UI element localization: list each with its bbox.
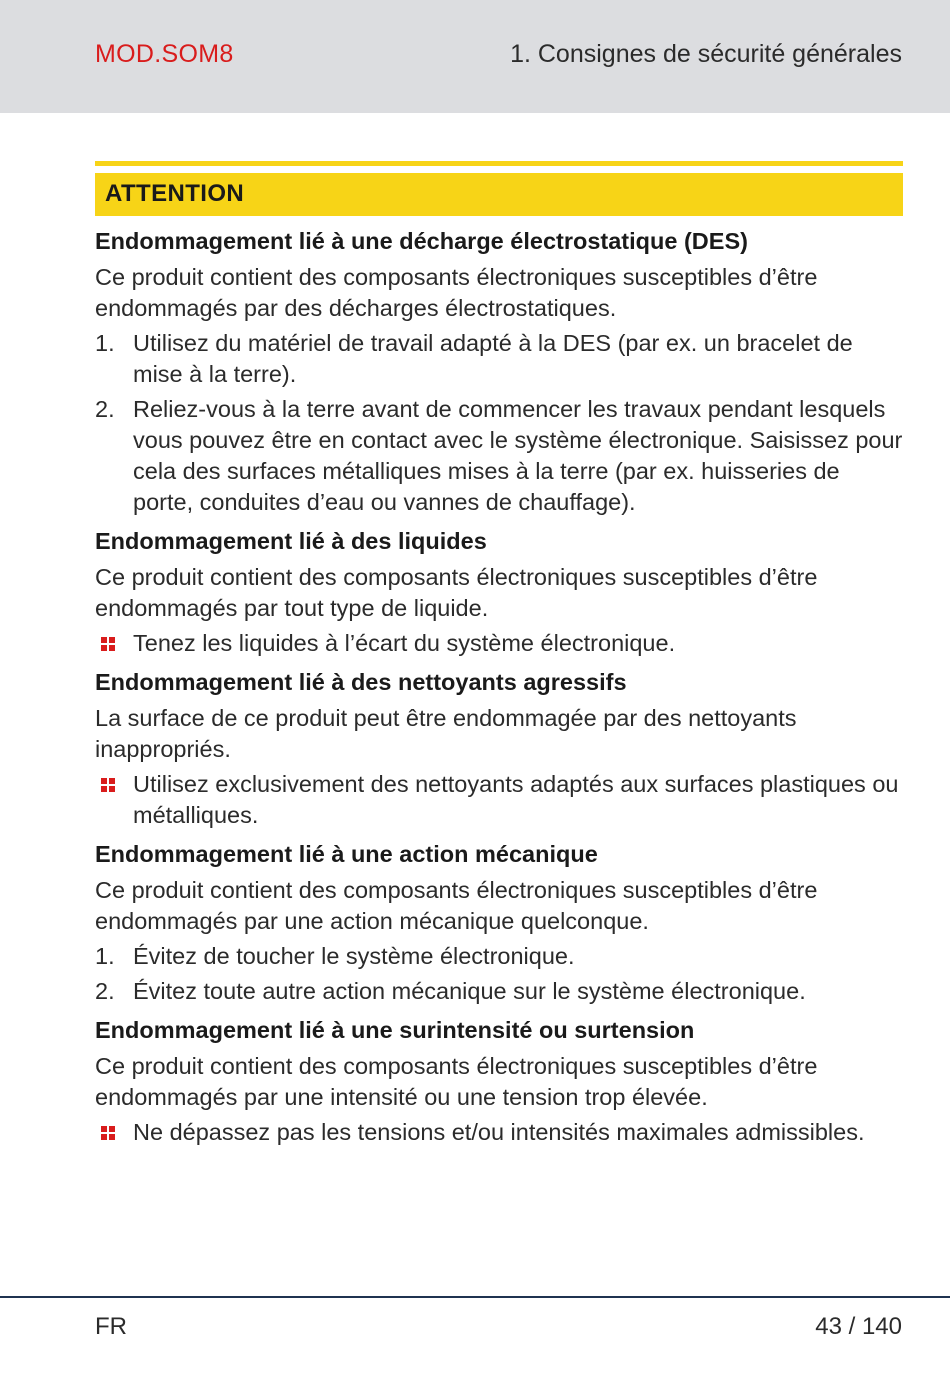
list-number: 1. [95,943,115,969]
list-item-text: Tenez les liquides à l’écart du système électronique. [133,630,676,656]
warning-label: ATTENTION [105,180,245,207]
chapter-title: 1. Consignes de sécurité générales [510,40,902,68]
list-item [95,328,905,390]
brand-name: MOD.SOM8 [95,40,234,68]
bullet-list [95,1117,905,1148]
safety-content [95,224,905,1154]
footer-rule [0,1296,950,1298]
section-paragraph: Ce produit contient des composants électroniques susceptibles d’être endommagés par une action mécanique quelconque. [95,877,818,934]
bullet-icon [101,1126,115,1140]
list-item [95,976,905,1007]
warning-banner [95,173,903,216]
bullet-list [95,769,905,831]
list-item-text: Reliez-vous à la terre avant de commencer les travaux pendant lesquels vous pouvez être en contact avec le système électronique. Saisissez pour cela des surfaces métalliques mises à la terre (par ex. huisseries de porte, conduites d’eau ou vannes de chauffage). [133,396,903,515]
section-title: Endommagement lié à une décharge électrostatique (DES) [95,228,748,254]
list-number: 2. [95,396,115,422]
section-paragraph: Ce produit contient des composants électroniques susceptibles d’être endommagés par des décharges électrostatiques. [95,264,818,321]
bullet-list [95,628,905,659]
list-item [95,394,905,518]
section-title: Endommagement lié à une surintensité ou surtension [95,1017,695,1043]
numbered-list [95,941,905,1007]
bullet-icon [101,778,115,792]
page-number: 43 / 140 [815,1313,902,1340]
list-item [95,1117,905,1148]
section-paragraph: Ce produit contient des composants électroniques susceptibles d’être endommagés par tout type de liquide. [95,564,818,621]
list-item [95,628,905,659]
bullet-icon [101,637,115,651]
list-item-text: Ne dépassez pas les tensions et/ou intensités maximales admissibles. [133,1119,865,1145]
list-item [95,769,905,831]
list-item-text: Évitez de toucher le système électronique. [133,943,575,969]
section-title: Endommagement lié à des liquides [95,528,487,554]
footer-language: FR [95,1313,127,1340]
warning-rule [95,161,903,166]
section-title: Endommagement lié à des nettoyants agressifs [95,669,627,695]
list-number: 1. [95,330,115,356]
page-header [0,0,950,113]
list-item-text: Utilisez exclusivement des nettoyants adaptés aux surfaces plastiques ou métalliques. [133,771,899,828]
section-title: Endommagement lié à une action mécanique [95,841,598,867]
list-number: 2. [95,978,115,1004]
section-paragraph: La surface de ce produit peut être endommagée par des nettoyants inappropriés. [95,705,797,762]
section-paragraph: Ce produit contient des composants électroniques susceptibles d’être endommagés par une intensité ou une tension trop élevée. [95,1053,818,1110]
list-item [95,941,905,972]
list-item-text: Évitez toute autre action mécanique sur le système électronique. [133,978,806,1004]
numbered-list [95,328,905,518]
list-item-text: Utilisez du matériel de travail adapté à la DES (par ex. un bracelet de mise à la terre). [133,330,853,387]
